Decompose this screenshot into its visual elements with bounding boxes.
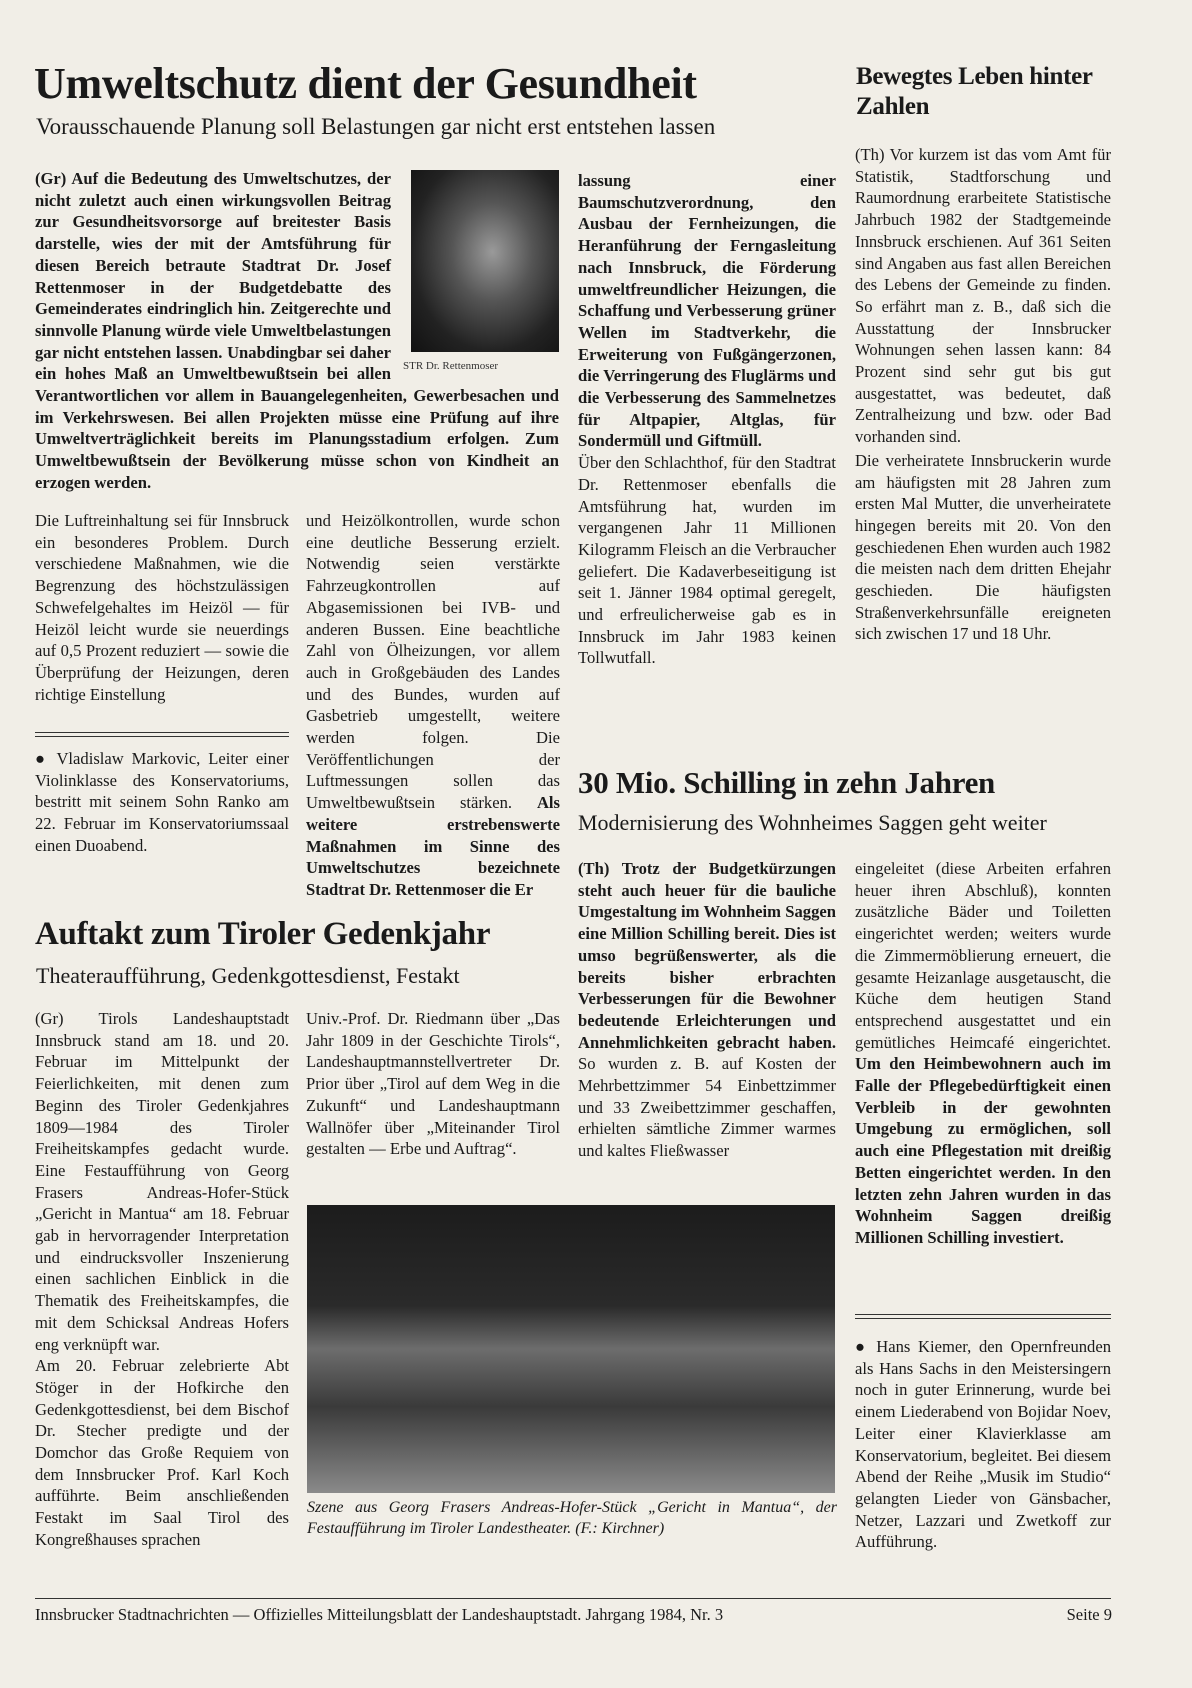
- news-brief: [855, 1336, 1111, 1553]
- article-column-2: Univ.-Prof. Dr. Riedmann über „Das Jahr 1809 in der Geschichte Tirols“, Landeshauptmannstellvertreter Dr. Prior über „Tirol auf dem Weg in die Zukunft“ und Landeshauptmann Wallnöfer über „Miteinander Tirol gestalten — Erbe und Auftrag“.: [306, 1009, 560, 1159]
- bullet-icon: ●: [35, 749, 49, 768]
- article-column-1: [35, 1008, 289, 1551]
- brief-text: Hans Kiemer, den Opernfreunden als Hans Sachs in den Meistersingern noch in guter Erinnerung, wurde bei einem Liederabend von Bojidar Noev, Leiter einer Klavierklasse am Konservatorium, begleitet. Bei diesem Abend der Reihe „Musik im Studio“ gelangten Lieder von Gänsbacher, Netzer, Lazzari und Zwetkoff zur Aufführung.: [855, 1337, 1112, 1552]
- article-headline: Umweltschutz dient der Gesundheit: [34, 59, 697, 108]
- footer-rule: [35, 1598, 1111, 1599]
- photo-caption: Szene aus Georg Frasers Andreas-Hofer-Stück „Gericht in Mantua“, der Festaufführung im Tiroler Landestheater. (F.: Kirchner): [307, 1499, 837, 1537]
- article-subheadline: Vorausschauende Planung soll Belastungen gar nicht erst entstehen lassen: [36, 114, 716, 139]
- article-subheadline: Modernisierung des Wohnheimes Saggen geht weiter: [578, 810, 1047, 835]
- portrait-photo: [411, 170, 559, 352]
- sidebar-paragraph: (Th) Vor kurzem ist das vom Amt für Statistik, Stadtforschung und Raumordnung erarbeitete Statistische Jahrbuch 1982 der Stadtgemeinde Innsbruck erschienen. Auf 361 Seiten sind Angaben aus fast allen Bereichen des Lebens der Gemeinde zu finden. So erfährt man z. B., daß sich die Ausstattung der Innsbrucker Wohnungen sehen lassen kann: 84 Prozent sind sehr gut bis gut ausgestattet, was bedeutet, daß Zentralheizung und bzw. oder Bad vorhanden sind.: [855, 145, 1111, 447]
- article-paragraph: (Gr) Tirols Landeshauptstadt Innsbruck stand am 18. und 20. Februar im Mittelpunkt der Feierlichkeiten, mit denen zum Beginn des Tiroler Gedenkjahres 1809—1984 des Tiroler Freiheitskampfes gedacht wurde. Eine Festaufführung von Georg Frasers Andreas-Hofer-Stück „Gericht in Mantua“ am 18. Februar gab in hervorragender Interpretation und eindrucksvoller Inszenierung einen sachlichen Einblick in die Thematik des Freiheitskampfes, die mit dem Schicksal Andreas Hofers eng verknüpft war.: [35, 1009, 289, 1354]
- bullet-icon: ●: [855, 1337, 869, 1356]
- article-text-bold: Um den Heimbewohnern auch im Falle der Pflegebedürftigkeit einen Verbleib in der gewohnten Umgebung zu ermöglichen, soll auch eine Pflegestation mit dreißig Betten eingerichtet werden. In den letzten zehn Jahren wurden in das Wohnheim Saggen dreißig Millionen Schilling investiert.: [855, 1054, 1111, 1247]
- lead-text: (Gr) Auf die Bedeutung des Umweltschutzes, der nicht zuletzt auch einen wirkungsvollen Beitrag zur Gesundheitsvorsorge auf breitester Basis darstelle, wies der mit der Amtsführung für diesen Bereich betraute Stadtrat Dr. Josef Rettenmoser in der Budgetdebatte des Gemeinderates eindringlich hin. Zeitgerechte und sinnvolle Planung würde viele Umweltbelastungen gar nicht entstehen lassen. Unabdingbar sei daher ein hohes Maß an Umweltbewußtsein bei allen Verantwortlichen vor allem in Bauangelegenheiten, Gewerbesachen und im Verkehrswesen. Bei allen Projekten müsse eine Prüfung auf ihre Umweltverträglichkeit bereits im Planungsstadium erfolgen. Zum Umweltbewußtsein der Bevölkerung müsse schon von Kindheit an erzogen werden.: [35, 169, 559, 492]
- page-number: Seite 9: [1066, 1605, 1112, 1624]
- column-text: und Heizölkontrollen, wurde schon eine deutliche Besserung erzielt. Notwendig seien verstärkte Fahrzeugkontrollen auf Abgasemissionen bei IVB- und anderen Bussen. Eine beachtliche Zahl von Ölheizungen, vor allem auch in Großgebäuden des Landes und des Bundes, wurden auf Gasbetrieb umgestellt, weitere werden folgen. Die Veröffentlichungen der Luftmessungen sollen das Umweltbewußtsein stärken.: [306, 511, 560, 813]
- article-lead: [35, 168, 559, 494]
- divider: [35, 732, 289, 737]
- article-headline: Auftakt zum Tiroler Gedenkjahr: [35, 916, 491, 952]
- article-headline: 30 Mio. Schilling in zehn Jahren: [578, 765, 995, 800]
- sidebar-paragraph: Die verheiratete Innsbruckerin wurde am häufigsten mit 28 Jahren zum ersten Mal Mutter, die unverheiratete hingegen bereits mit 20. Von den geschiedenen Ehen wurden auch 1982 die meisten nach dem dritten Ehejahr geschieden. Die häufigsten Straßenverkehrsunfälle ereigneten sich zwischen 17 und 18 Uhr.: [855, 450, 1111, 644]
- brief-text: Vladislaw Markovic, Leiter einer Violinklasse des Konservatoriums, bestritt mit seinem Sohn Ranko am 22. Februar im Konservatoriumssaal einen Duoabend.: [35, 749, 289, 855]
- footer-publication: Innsbrucker Stadtnachrichten — Offizielles Mitteilungsblatt der Landeshauptstadt. Jahrgang 1984, Nr. 3: [35, 1605, 724, 1624]
- article-column-1: [578, 858, 836, 1162]
- column-text-bold: lassung einer Baumschutzverordnung, den Ausbau der Fernheizungen, die Heranführung der Ferngasleitung nach Innsbruck, die Förderung umweltfreundlicher Heizungen, die Schaffung und Verbesserung grüner Wellen im Stadtverkehr, die Erweiterung von Fußgängerzonen, die Verringerung des Fluglärms und die Verbesserung des Sammelnetzes für Altpapier, Altglas, für Sondermüll und Giftmüll.: [578, 171, 836, 451]
- portrait-figure: [403, 170, 559, 374]
- column-text-bold: Als weitere erstrebenswerte Maßnahmen im Sinne des Umweltschutzes bezeichnete Stadtrat Dr. Rettenmoser die Er: [306, 793, 560, 899]
- article-column-2: [306, 510, 560, 901]
- theater-scene-photo: [307, 1205, 835, 1493]
- article-subheadline: Theateraufführung, Gedenkgottesdienst, Festakt: [36, 963, 460, 988]
- article-column-1: Die Luftreinhaltung sei für Innsbruck ein besonderes Problem. Durch verschiedene Maßnahmen, wie die Begrenzung des höchstzulässigen Schwefelgehaltes im Heizöl — für Heizöl leicht wurde sie neuerdings auf 0,5 Prozent reduziert — sowie die Überprüfung der Heizungen, deren richtige Einstellung: [35, 511, 289, 704]
- article-column-3: [578, 170, 836, 669]
- article-text-bold: (Th) Trotz der Budgetkürzungen steht auch heuer für die bauliche Umgestaltung im Wohnheim Saggen eine Million Schilling bereit. Dies ist umso begrüßenswerter, als die bereits bisher erbrachten Verbesserungen für die Bewohner bedeutende Erleichterungen und Annehmlichkeiten gebracht haben.: [578, 859, 836, 1052]
- article-text: eingeleitet (diese Arbeiten erfahren heuer ihren Abschluß), konnten zusätzliche Bäder und Toiletten eingerichtet werden; weiters wurde die Zimmermöblierung erneuert, die gesamte Heizanlage ausgetauscht, die Küche dem heutigen Stand entsprechend ausgestattet und ein gemütliches Heimcafé eingerichtet.: [855, 859, 1111, 1052]
- sidebar-headline: Bewegtes Leben hinter Zahlen: [856, 63, 1093, 120]
- column-text: Über den Schlachthof, für den Stadtrat Dr. Rettenmoser ebenfalls die Amtsführung hat, wurden im vergangenen Jahr 11 Millionen Kilogramm Fleisch an die Verbraucher geliefert. Die Kadaverbeseitigung ist seit 1. Jänner 1984 optimal geregelt, und erfreulicherweise gab es in Innsbruck im Jahr 1983 keinen Tollwutfall.: [578, 453, 836, 668]
- news-brief: [35, 748, 289, 857]
- portrait-caption: STR Dr. Rettenmoser: [403, 360, 499, 372]
- divider: [855, 1314, 1111, 1319]
- article-text: So wurden z. B. auf Kosten der Mehrbettzimmer 54 Einbettzimmer und 33 Zweibettzimmer geschaffen, erhielten sämtliche Zimmer warmes und kaltes Fließwasser: [578, 1054, 836, 1161]
- article-paragraph: Am 20. Februar zelebrierte Abt Stöger in der Hofkirche den Gedenkgottesdienst, bei dem Bischof Dr. Stecher predigte und der Domchor das Große Requiem von dem Innsbrucker Prof. Karl Koch aufführte. Beim anschließenden Festakt im Saal Tirol des Kongreßhauses sprachen: [35, 1356, 289, 1549]
- article-column-2: [855, 858, 1111, 1249]
- sidebar-text: [855, 144, 1111, 645]
